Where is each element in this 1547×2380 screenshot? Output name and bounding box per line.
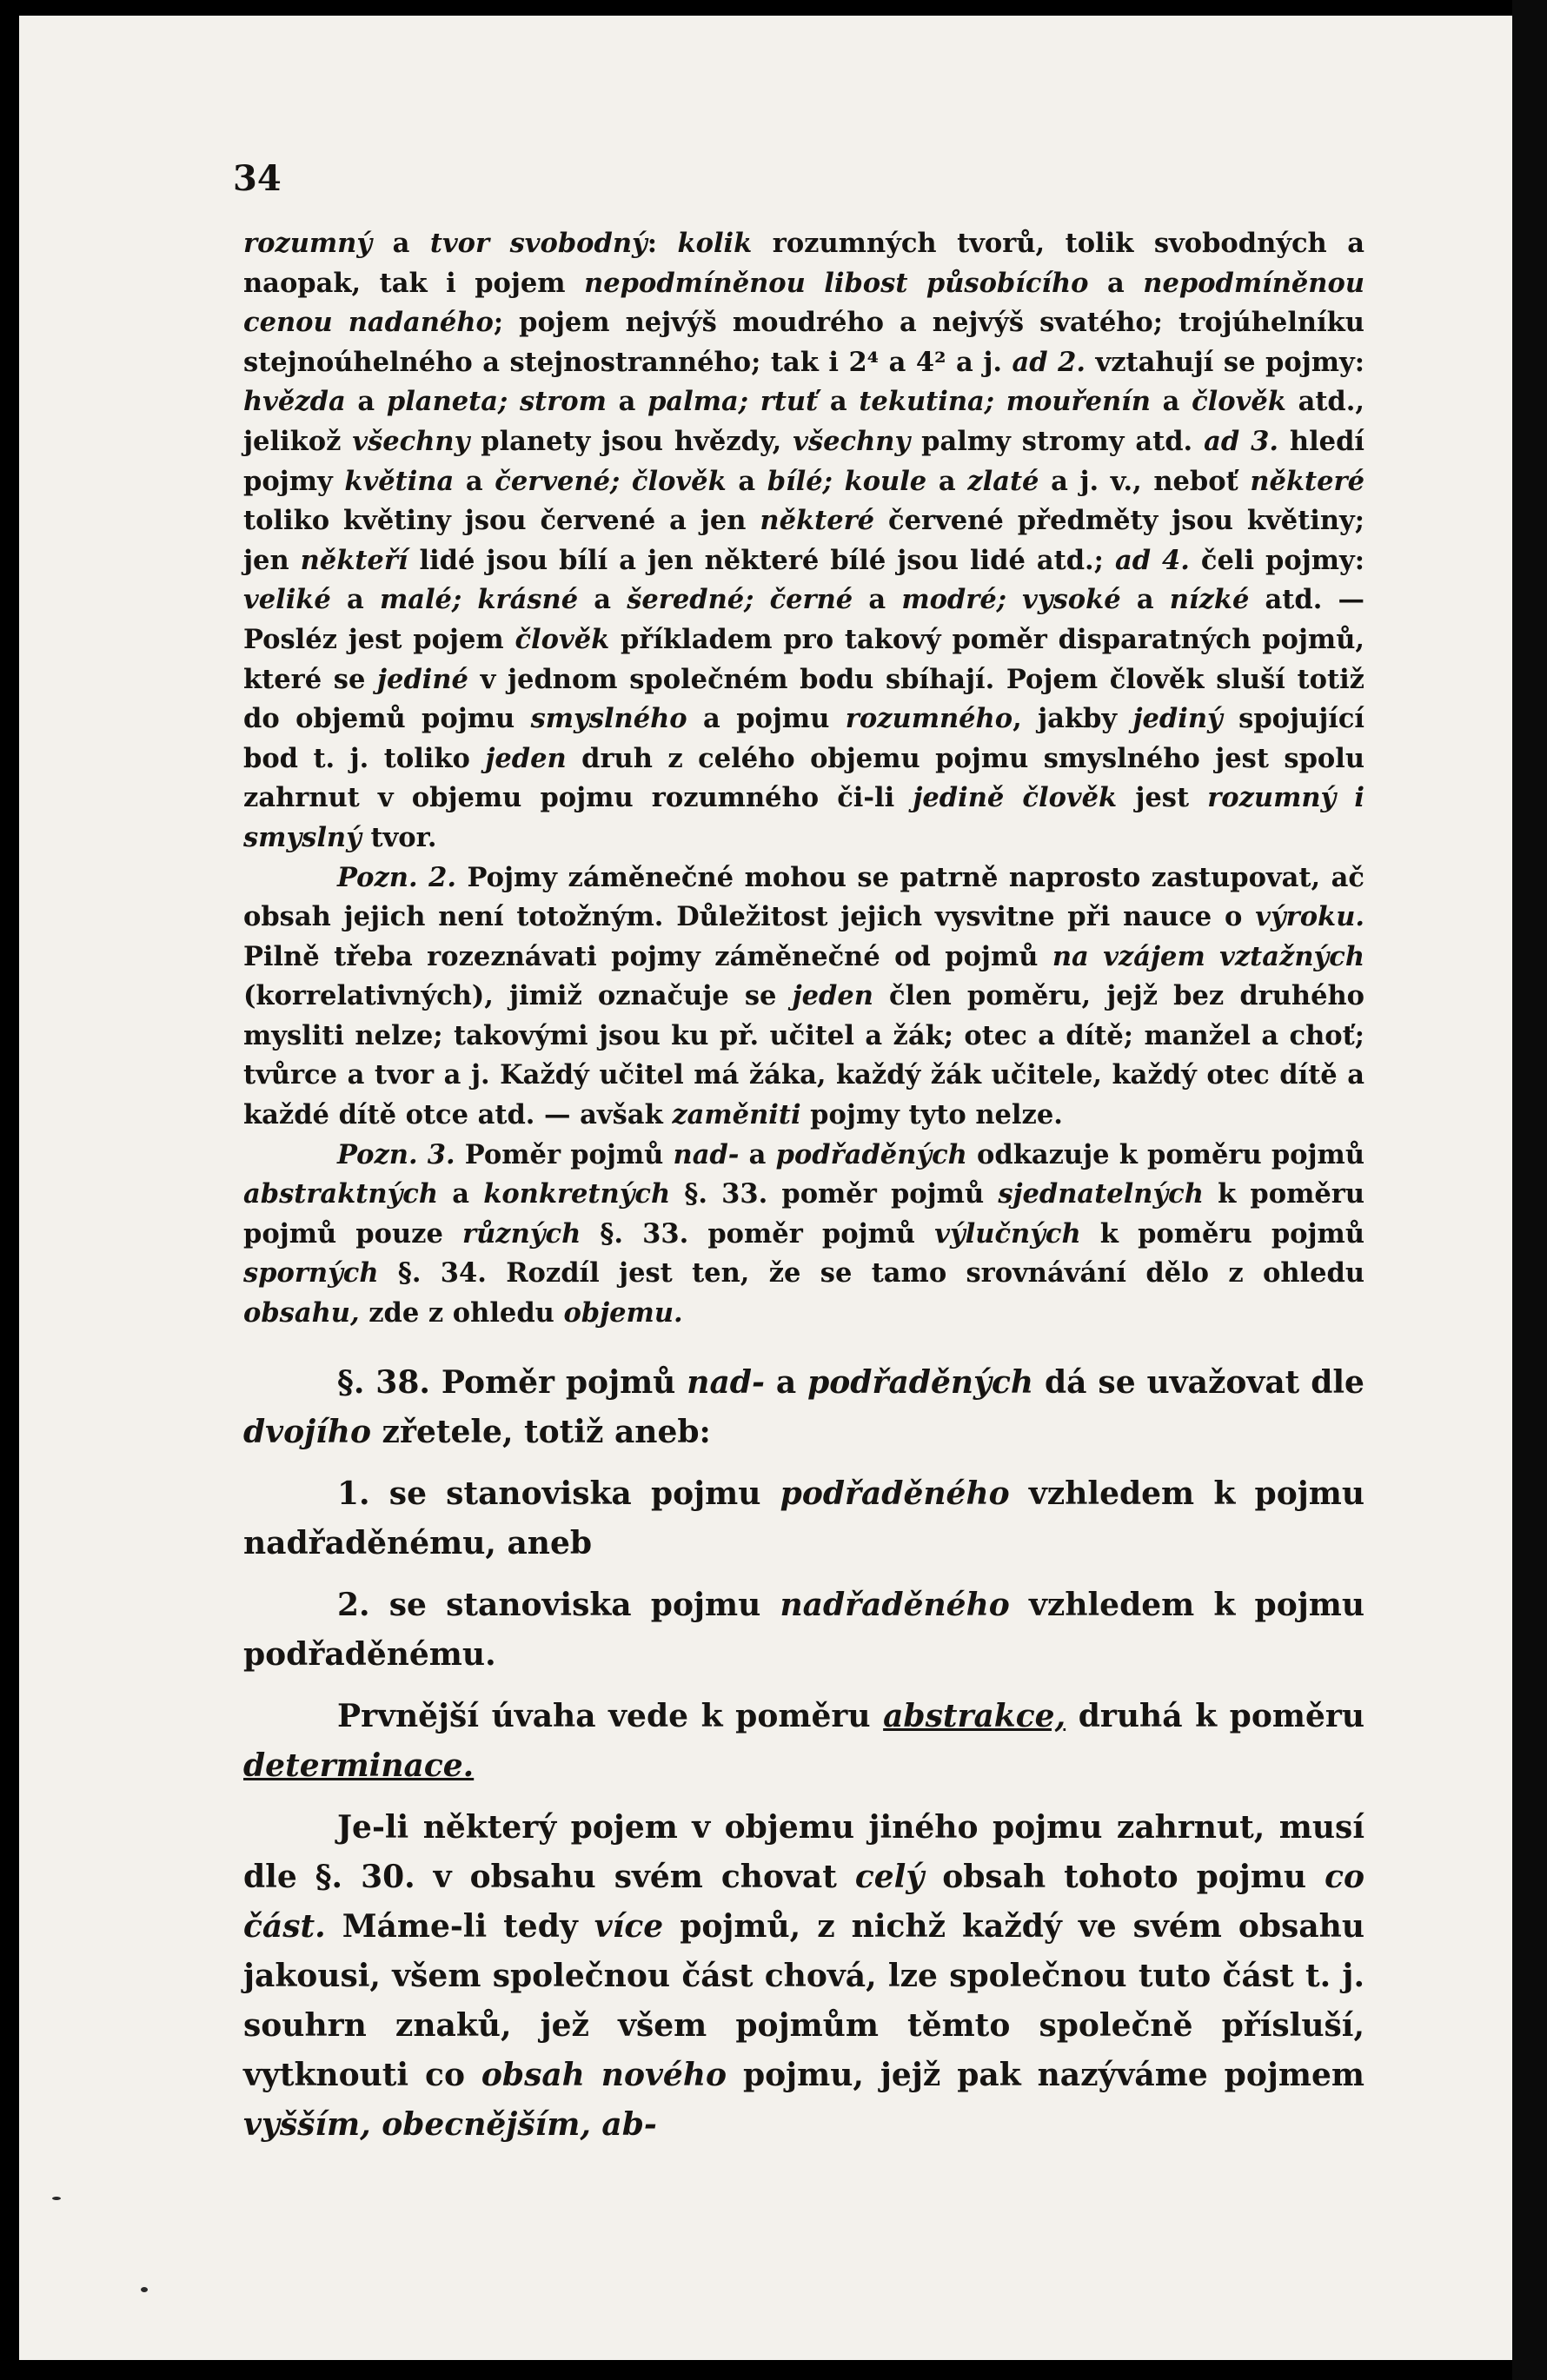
italic-run: nízké <box>1169 584 1250 616</box>
small-print-section <box>243 224 1364 1334</box>
italic-run: bílé; koule <box>767 465 927 497</box>
text-run: jest <box>1117 782 1208 814</box>
text-run: a <box>818 386 860 418</box>
text-run: a j. v., neboť <box>1039 465 1251 497</box>
main-print-section <box>243 1358 1364 2150</box>
italic-run: podřaděného <box>780 1475 1010 1512</box>
italic-run: obsahu, <box>243 1297 360 1329</box>
text-run: zde z ohledu <box>359 1297 564 1329</box>
text-run: a <box>1120 584 1170 616</box>
italic-run: malé; krásné <box>379 584 579 616</box>
italic-run: objemu. <box>563 1297 683 1329</box>
italic-run: rozumný <box>243 228 373 259</box>
paragraph-pozn-2 <box>243 859 1364 1136</box>
text-run: Je-li některý pojem v objemu jiného pojmu zahrnut, musí dle §. 30. v obsahu svém chovat <box>243 1808 1364 1895</box>
italic-run: abstrakce, <box>883 1697 1066 1734</box>
italic-run: zlaté <box>967 465 1039 497</box>
italic-run: hvězda <box>243 386 346 418</box>
italic-run: jeden <box>485 742 567 774</box>
italic-run: rozumný i smyslný <box>243 782 1364 853</box>
italic-run: jedině člověk <box>913 782 1118 814</box>
text-run: pojmy tyto nelze. <box>800 1099 1063 1131</box>
paragraph-p1 <box>243 224 1364 859</box>
italic-run: podřaděných <box>807 1363 1034 1401</box>
paragraph-item-2 <box>243 1581 1364 1680</box>
text-run: tvor. <box>361 821 437 853</box>
text-run: atd. — Posléz jest pojem <box>243 584 1364 655</box>
text-run: §. 38. Poměr pojmů <box>337 1363 687 1401</box>
italic-run: kolik <box>677 228 753 259</box>
paragraph-pozn-3 <box>243 1136 1364 1334</box>
italic-run: červené; člověk <box>495 465 727 497</box>
text-run: rozumných tvorů, tolik svobodných a naopak, tak i pojem <box>243 228 1364 299</box>
text-run: odkazuje k poměru pojmů <box>966 1138 1364 1170</box>
text-run: a <box>578 584 627 616</box>
italic-run: výroku. <box>1255 901 1364 933</box>
italic-run: palma; rtuť <box>647 386 819 418</box>
italic-run: jediné <box>377 663 468 695</box>
text-run: spojující bod t. j. toliko <box>243 703 1364 774</box>
italic-run: ad 2. <box>1012 346 1086 378</box>
text-run: čeli pojmy: <box>1189 544 1364 576</box>
italic-run: výlučných <box>934 1217 1081 1250</box>
italic-run: člověk <box>515 623 610 655</box>
italic-run: někteří <box>300 544 408 576</box>
text-run: Pojmy záměnečné mohou se patrně naprosto zastupovat, ač obsah jejich není totožným. Důležitost jejich vysvitne při nauce o <box>243 861 1364 933</box>
text-run: toliko květiny jsou červené a jen <box>243 505 760 537</box>
paragraph-section-38 <box>243 1358 1364 1457</box>
text-run: , jakby <box>1013 703 1133 735</box>
text-run: a <box>853 584 902 616</box>
italic-run: co část. <box>243 1858 1364 1945</box>
italic-run: konkretných <box>483 1178 671 1210</box>
italic-run: dvojího <box>243 1413 371 1450</box>
text-run: a <box>372 228 430 259</box>
text-run: a <box>438 1178 484 1210</box>
ink-speck <box>52 2197 61 2200</box>
page-number: 34 <box>233 158 282 199</box>
text-run: a <box>345 386 387 418</box>
text-run: v jednom společném bodu sbíhají. Pojem člověk sluší totiž do objemů pojmu <box>243 663 1364 735</box>
italic-run: zaměniti <box>672 1099 801 1131</box>
text-run: druh z celého objemu pojmu smyslného jest spolu zahrnut v objemu pojmu rozumného či-li <box>243 742 1364 814</box>
text-run: 1. se stanoviska pojmu <box>337 1475 780 1512</box>
text-run: §. 33. poměr pojmů <box>581 1217 935 1250</box>
text-run: červené předměty jsou květiny; jen <box>243 505 1365 576</box>
italic-run: jeden <box>792 980 873 1012</box>
text-run: 2. se stanoviska pojmu <box>337 1586 780 1623</box>
italic-run: podřaděných <box>775 1138 967 1170</box>
italic-run: abstraktných <box>243 1178 439 1210</box>
text-run: zřetele, totiž aneb: <box>371 1413 711 1450</box>
text-run: druhá k poměru <box>1066 1697 1364 1734</box>
italic-run: nad- <box>673 1138 740 1170</box>
text-run: k poměru pojmů <box>1080 1217 1364 1250</box>
text-run: pojmů, z nichž každý ve svém obsahu jakousi, všem společnou část chová, lze společnou tuto část t. j. souhrn znaků, jež všem pojmům těmto společně přísluší, vytknouti co <box>243 1907 1364 2093</box>
italic-run: šeredné; černé <box>627 584 853 616</box>
text-run: §. 34. Rozdíl jest ten, že se tamo srovnávání dělo z ohledu <box>378 1257 1364 1289</box>
italic-run: nadřaděného <box>780 1586 1010 1623</box>
italic-run: nepodmíněnou cenou nadaného <box>243 267 1365 339</box>
text-run: a <box>1088 267 1144 299</box>
text-run: palmy stromy atd. <box>910 425 1205 457</box>
italic-run: tvor svobodný <box>429 228 647 259</box>
text-run: a <box>739 1138 776 1170</box>
paragraph-je-li <box>243 1803 1364 2150</box>
italic-run: nepodmíněnou libost působícího <box>584 267 1089 299</box>
italic-run: celý <box>854 1858 925 1895</box>
text-run: Poměr pojmů <box>455 1138 674 1170</box>
italic-run: více <box>594 1907 664 1945</box>
text-run: hledí pojmy <box>243 425 1365 497</box>
ink-speck <box>141 2287 148 2292</box>
italic-run: determinace. <box>243 1747 475 1784</box>
italic-run: planeta; strom <box>386 386 607 418</box>
text-run: §. 33. poměr pojmů <box>670 1178 999 1210</box>
italic-run: ad 4. <box>1114 544 1190 576</box>
page-text <box>243 224 1364 2162</box>
text-run: ; pojem nejvýš moudrého a nejvýš svatého; trojúhelníku stejnoúhelného a stejnostranného; tak i 2⁴ a 4² a j. <box>243 307 1364 378</box>
italic-run: obsah nového <box>481 2056 727 2093</box>
text-run: a <box>764 1363 808 1401</box>
italic-run: sjednatelných <box>998 1178 1204 1210</box>
italic-run: člověk <box>1192 386 1286 418</box>
text-run: a <box>330 584 380 616</box>
paragraph-abstrakce <box>243 1692 1364 1791</box>
text-run: Pilně třeba rozeznávati pojmy záměnečné od pojmů <box>243 940 1052 972</box>
text-run: a <box>726 465 767 497</box>
italic-run: některé <box>760 505 875 537</box>
text-run: a <box>454 465 495 497</box>
text-run: planety jsou hvězdy, <box>469 425 793 457</box>
scan-edge <box>1512 0 1547 2380</box>
text-run: a <box>1150 386 1192 418</box>
italic-run: květina <box>344 465 455 497</box>
text-run: obsah tohoto pojmu <box>924 1858 1325 1895</box>
italic-run: některé <box>1250 465 1365 497</box>
text-run: příkladem pro takový poměr disparatných pojmů, které se <box>243 623 1364 695</box>
italic-run: různých <box>462 1217 581 1250</box>
italic-run: modré; vysoké <box>901 584 1121 616</box>
text-run: k poměru pojmů pouze <box>243 1178 1365 1250</box>
text-run: lidé jsou bílí a jen některé bílé jsou lidé atd.; <box>408 544 1115 576</box>
text-run: dá se uvažovat dle <box>1033 1363 1364 1401</box>
text-run: a <box>606 386 648 418</box>
italic-run: jediný <box>1132 703 1223 735</box>
paragraph-item-1 <box>243 1469 1364 1568</box>
italic-run: sporných <box>243 1257 379 1289</box>
italic-run: smyslného <box>530 703 687 735</box>
text-run: a <box>926 465 968 497</box>
text-run: člen poměru, jejž bez druhého mysliti nelze; takovými jsou ku př. učitel a žák; otec a dítě; manžel a choť; tvůrce a tvor a j. Každý učitel má žáka, každý žák učitele, každý otec dítě a každé dítě otce atd. — avšak <box>243 980 1365 1131</box>
italic-run: tekutina; mouřenín <box>859 386 1151 418</box>
text-run: pojmu, jejž pak nazýváme pojmem <box>727 2056 1364 2093</box>
italic-run: rozumného <box>845 703 1013 735</box>
italic-run: Pozn. 2. <box>337 861 456 893</box>
text-run: atd., jelikož <box>243 386 1364 457</box>
text-run: Prvnější úvaha vede k poměru <box>337 1697 884 1734</box>
text-run: a pojmu <box>687 703 846 735</box>
italic-run: všechny <box>352 425 470 457</box>
italic-run: na vzájem vztažných <box>1052 940 1364 972</box>
text-run: (korrelativných), jimiž označuje se <box>243 980 793 1012</box>
text-run: Máme-li tedy <box>325 1907 594 1945</box>
italic-run: Pozn. 3. <box>337 1138 455 1170</box>
italic-run: nad- <box>687 1363 765 1401</box>
text-run: : <box>647 228 678 259</box>
text-run: vzhledem k pojmu nadřaděnému, aneb <box>243 1475 1364 1561</box>
italic-run: všechny <box>793 425 911 457</box>
text-run: vztahují se pojmy: <box>1085 346 1364 378</box>
italic-run: vyšším, obecnějším, ab- <box>243 2105 657 2143</box>
italic-run: ad 3. <box>1204 425 1278 457</box>
italic-run: veliké <box>243 584 331 616</box>
text-run: vzhledem k pojmu podřaděnému. <box>243 1586 1364 1673</box>
